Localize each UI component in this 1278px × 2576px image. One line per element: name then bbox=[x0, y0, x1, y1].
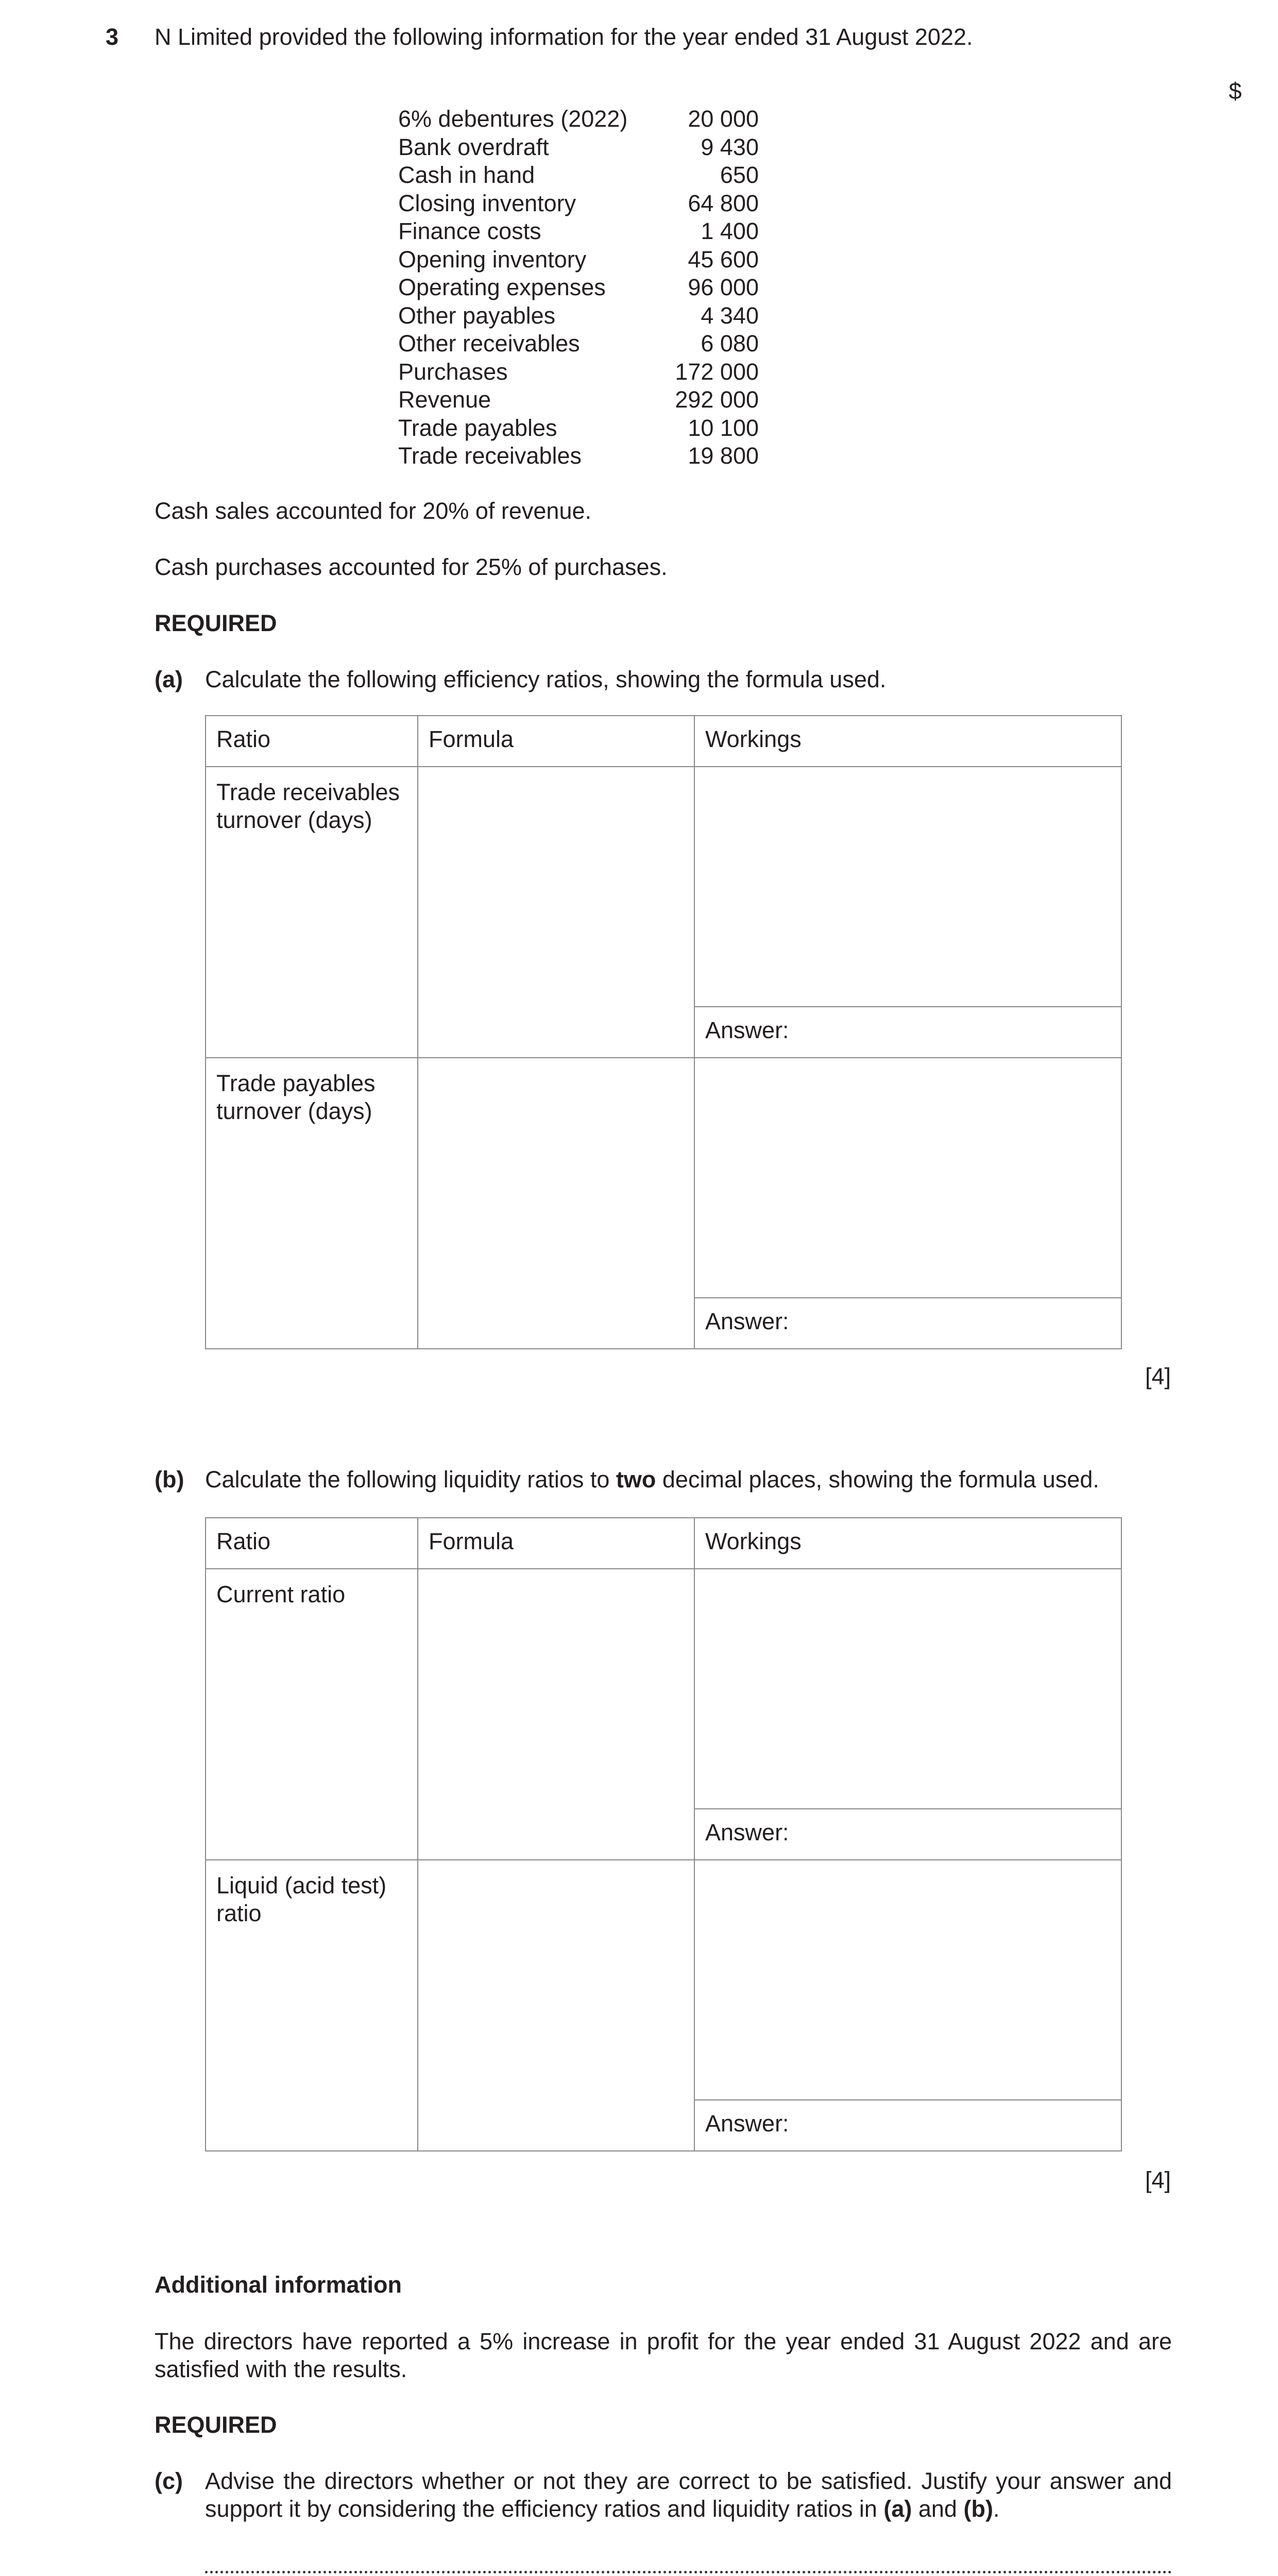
financial-item-value: 45 600 bbox=[688, 246, 759, 273]
question-intro: N Limited provided the following information for the year ended 31 August 2022. bbox=[155, 24, 973, 50]
financial-item-value: 4 340 bbox=[701, 302, 759, 329]
financial-row bbox=[398, 133, 882, 161]
financial-row bbox=[398, 105, 882, 133]
financial-item-label: Trade receivables bbox=[398, 443, 582, 469]
cash-sales-note: Cash sales accounted for 20% of revenue. bbox=[155, 498, 592, 524]
financial-item-value: 9 430 bbox=[701, 133, 759, 160]
financial-item-label: Closing inventory bbox=[398, 190, 576, 216]
financial-item-label: Operating expenses bbox=[398, 274, 606, 300]
financial-item-label: Cash in hand bbox=[398, 162, 535, 188]
currency-header: $ bbox=[1229, 78, 1242, 104]
table-header-workings: Workings bbox=[694, 716, 1121, 767]
financial-item-label: Opening inventory bbox=[398, 246, 587, 273]
financial-item-label: Trade payables bbox=[398, 414, 557, 441]
financial-row bbox=[398, 246, 882, 274]
ratio-name-current-ratio: Current ratio bbox=[206, 1569, 418, 1860]
answer-cell-trade-receivables[interactable]: Answer: bbox=[694, 1007, 1121, 1058]
workings-cell-trade-payables[interactable] bbox=[694, 1058, 1121, 1298]
part-c-text: Advise the directors whether or not they are correct to be satisfied. Justify your answer and support it by considering the efficiency ratios and liquidity ratios in (a) and (b). bbox=[205, 2468, 1172, 2522]
question-number: 3 bbox=[106, 24, 119, 50]
financial-item-value: 172 000 bbox=[675, 358, 759, 385]
part-b-text: Calculate the following liquidity ratios to two decimal places, showing the formula used. bbox=[205, 1466, 1099, 1493]
financial-item-label: 6% debentures (2022) bbox=[398, 106, 628, 132]
ratio-name-liquid-ratio: Liquid (acid test) ratio bbox=[206, 1860, 418, 2151]
additional-info-heading: Additional information bbox=[155, 2272, 402, 2298]
table-header-ratio: Ratio bbox=[206, 1518, 418, 1569]
financial-item-label: Finance costs bbox=[398, 218, 541, 244]
formula-cell-current-ratio[interactable] bbox=[418, 1569, 694, 1860]
table-header-workings: Workings bbox=[694, 1518, 1121, 1569]
financial-item-value: 96 000 bbox=[688, 274, 759, 300]
table-header-formula: Formula bbox=[418, 716, 694, 767]
financial-row bbox=[398, 274, 882, 301]
financial-row bbox=[398, 217, 882, 245]
financial-row bbox=[398, 414, 882, 442]
formula-cell-trade-receivables[interactable] bbox=[418, 767, 694, 1058]
additional-info-text: The directors have reported a 5% increase in profit for the year ended 31 August 2022 and are satisfied with the results. bbox=[155, 2328, 1172, 2382]
financial-item-value: 650 bbox=[720, 162, 759, 188]
financial-item-value: 6 080 bbox=[701, 330, 759, 357]
financial-item-label: Purchases bbox=[398, 358, 508, 385]
required-heading-2: REQUIRED bbox=[155, 2412, 277, 2438]
workings-cell-liquid-ratio[interactable] bbox=[694, 1860, 1121, 2100]
ratio-name-trade-payables: Trade payables turnover (days) bbox=[206, 1058, 418, 1349]
financial-item-value: 1 400 bbox=[701, 218, 759, 244]
answer-line-c[interactable] bbox=[205, 2571, 1172, 2573]
financial-item-value: 10 100 bbox=[688, 414, 759, 441]
answer-cell-current-ratio[interactable]: Answer: bbox=[694, 1809, 1121, 1860]
financial-item-value: 19 800 bbox=[688, 443, 759, 469]
answer-cell-liquid-ratio[interactable]: Answer: bbox=[694, 2100, 1121, 2151]
cash-purchases-note: Cash purchases accounted for 25% of purchases. bbox=[155, 554, 668, 580]
financial-row bbox=[398, 386, 882, 414]
financial-row bbox=[398, 190, 882, 217]
financial-item-value: 20 000 bbox=[688, 106, 759, 132]
ratio-name-trade-receivables: Trade receivables turnover (days) bbox=[206, 767, 418, 1058]
financial-row bbox=[398, 302, 882, 330]
required-heading: REQUIRED bbox=[155, 610, 277, 636]
part-a-label: (a) bbox=[155, 666, 183, 692]
formula-cell-liquid-ratio[interactable] bbox=[418, 1860, 694, 2151]
financial-row bbox=[398, 330, 882, 358]
financial-row bbox=[398, 358, 882, 386]
financial-item-value: 292 000 bbox=[675, 386, 759, 413]
part-a-text: Calculate the following efficiency ratios, showing the formula used. bbox=[205, 666, 887, 692]
liquidity-ratio-table bbox=[205, 1517, 1122, 2151]
part-b-label: (b) bbox=[155, 1466, 184, 1493]
financial-row bbox=[398, 161, 882, 189]
efficiency-ratio-table bbox=[205, 715, 1122, 1349]
formula-cell-trade-payables[interactable] bbox=[418, 1058, 694, 1349]
answer-cell-trade-payables[interactable]: Answer: bbox=[694, 1298, 1121, 1349]
part-b-marks: [4] bbox=[1145, 2167, 1171, 2193]
table-header-formula: Formula bbox=[418, 1518, 694, 1569]
financial-item-label: Bank overdraft bbox=[398, 133, 549, 160]
financial-item-value: 64 800 bbox=[688, 190, 759, 216]
workings-cell-current-ratio[interactable] bbox=[694, 1569, 1121, 1809]
financial-item-label: Revenue bbox=[398, 386, 491, 413]
part-a-marks: [4] bbox=[1145, 1363, 1171, 1389]
workings-cell-trade-receivables[interactable] bbox=[694, 767, 1121, 1007]
financial-item-label: Other receivables bbox=[398, 330, 580, 357]
table-header-ratio: Ratio bbox=[206, 716, 418, 767]
part-c-label: (c) bbox=[155, 2468, 183, 2494]
financial-row bbox=[398, 442, 882, 470]
financial-item-label: Other payables bbox=[398, 302, 556, 329]
